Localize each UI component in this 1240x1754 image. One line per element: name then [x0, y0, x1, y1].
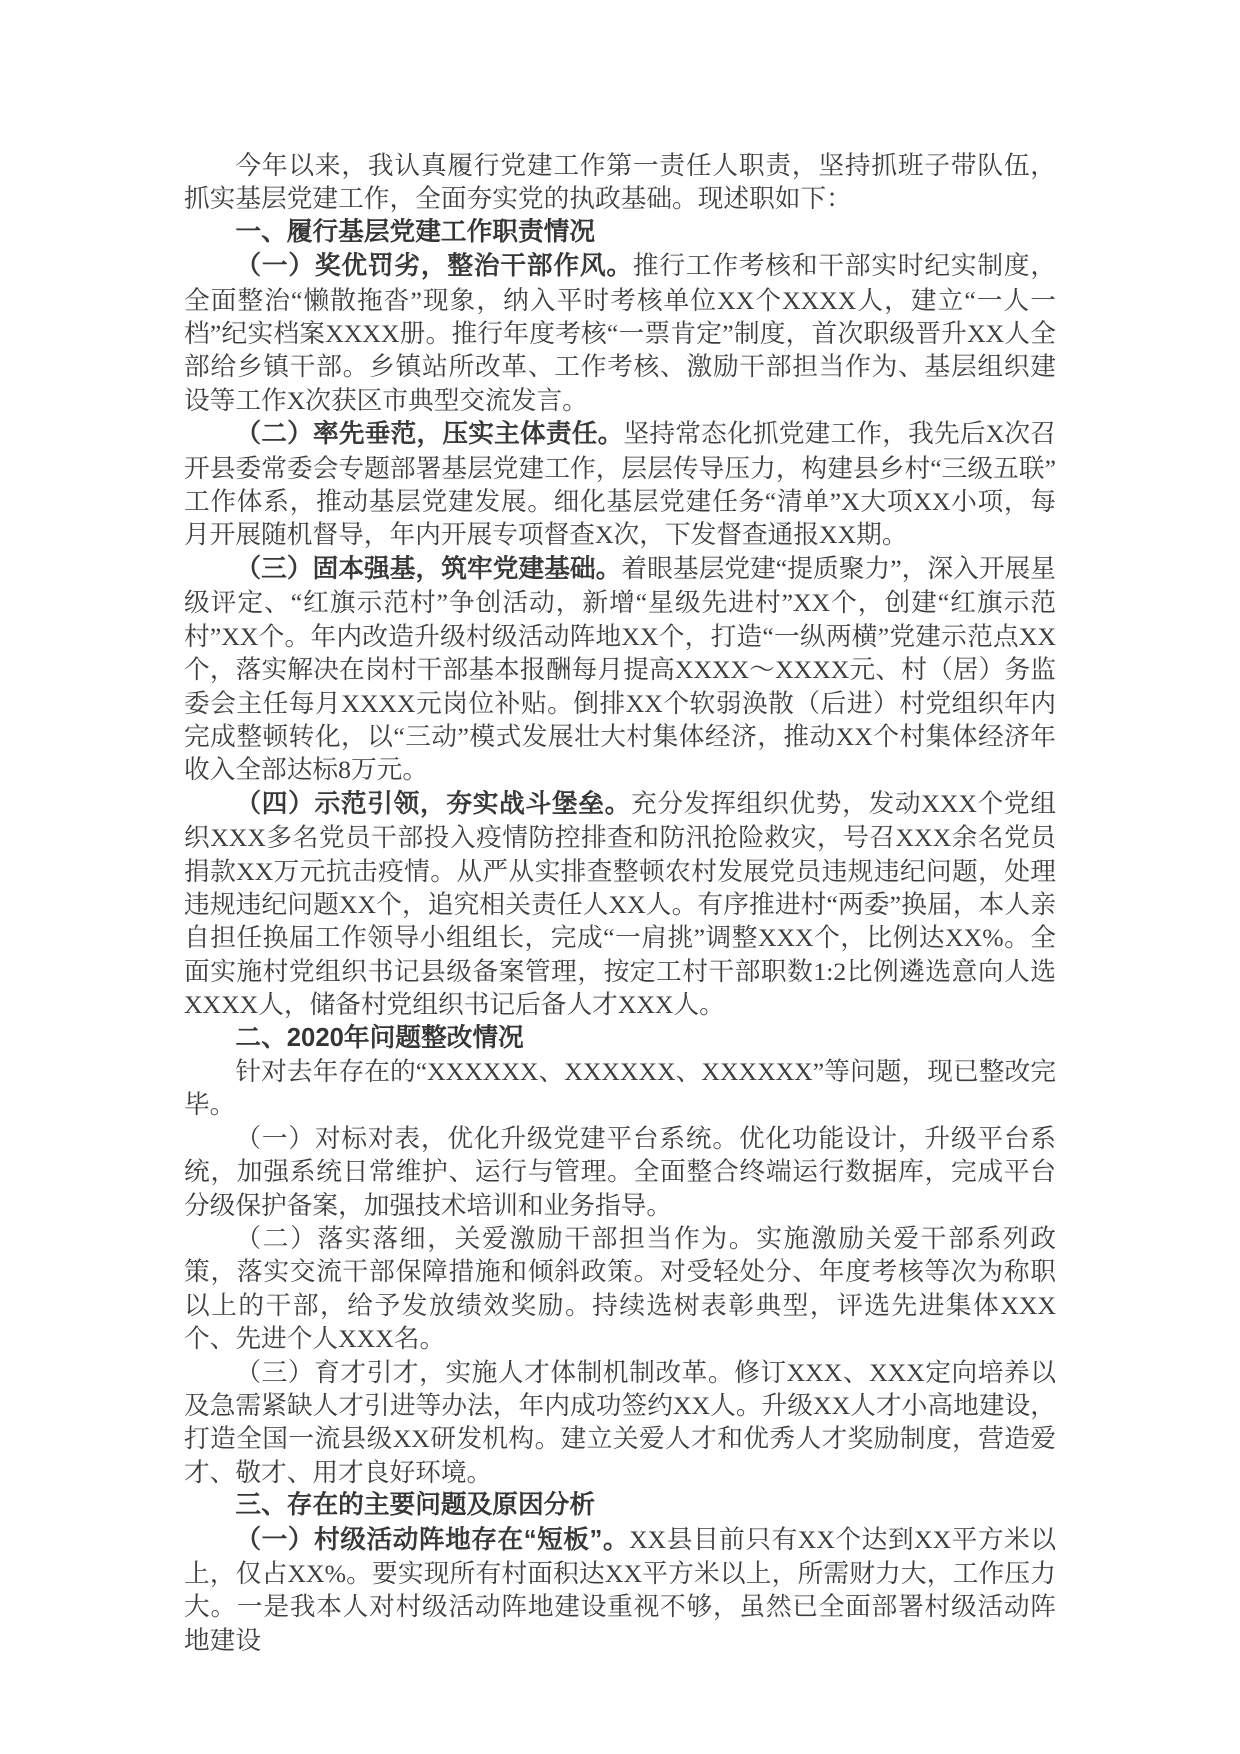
paragraph-text: （二）落实落细，关爱激励干部担当作为。实施激励关爱干部系列政策，落实交流干部保障措施和倾斜政策。对受轻处分、年度考核等次为称职以上的干部，给予发放绩效奖励。持续选树表彰典型，评选先进集体XXX个、先进个人XXX名。: [184, 1224, 1056, 1354]
paragraph-lead: （三）固本强基，筑牢党建基础。: [235, 554, 622, 583]
paragraph-lead: （一）村级活动阵地存在“短板”。: [235, 1525, 630, 1554]
heading-text: 一、履行基层党建工作职责情况: [235, 217, 596, 246]
paragraph: [184, 1122, 1056, 1222]
paragraph-lead: （一）奖优罚劣，整治干部作风。: [235, 252, 633, 281]
paragraph-text: （一）对标对表，优化升级党建平台系统。优化功能设计，升级平台系统，加强系统日常维护、运行与管理。全面整合终端运行数据库，完成平台分级保护备案，加强技术培训和业务指导。: [184, 1123, 1056, 1220]
heading-text: 二、2020年问题整改情况: [235, 1023, 524, 1052]
paragraph: [184, 1222, 1056, 1356]
paragraph-text: XX县目前只有XX个达到XX平方米以上，仅占XX%。要实现所有村面积达XX平方米以上，所需财力大，工作压力大。一是我本人对村级活动阵地建设重视不够，虽然已全面部署村级活动阵地建设: [184, 1524, 1057, 1655]
paragraph-lead: （四）示范引领，夯实战斗堡垒。: [235, 789, 632, 818]
paragraph-text: 着眼基层党建“提质聚力”，深入开展星级评定、“红旗示范村”争创活动，新增“星级先进村”XX个，创建“红旗示范村”XX个。年内改造升级村级活动阵地XX个，打造“一纵两横”党建示范点XX个，落实解决在岗村干部基本报酬每月提高XXXX～XXXX元、村（居）务监委会主任每月XXXX元岗位补贴。倒排XX个软弱涣散（后进）村党组织年内完成整顿转化，以“三动”模式发展壮大村集体经济，推动XX个村集体经济年收入全部达标8万元。: [184, 553, 1056, 785]
paragraph: [184, 552, 1056, 787]
section-heading-1: [184, 216, 1056, 249]
paragraph: [184, 417, 1056, 552]
heading-text: 三、存在的主要问题及原因分析: [235, 1491, 596, 1520]
paragraph-lead: （二）率先垂范，压实主体责任。: [235, 420, 624, 449]
paragraph-text: 推行工作考核和干部实时纪实制度，全面整治“懒散拖沓”现象，纳入平时考核单位XX个XXXX人，建立“一人一档”纪实档案XXXX册。推行年度考核“一票肯定”制度，首次职级晋升XX人全部给乡镇干部。乡镇站所改革、工作考核、激励干部担当作为、基层组织建设等工作X次获区市典型交流发言。: [184, 251, 1057, 415]
paragraph-text: 充分发挥组织优势，发动XXX个党组织XXX多名党员干部投入疫情防控排查和防汛抢险救灾，号召XXX余名党员捐款XX万元抗击疫情。从严从实排查整顿农村发展党员违规违纪问题，处理违规违纪问题XX个，追究相关责任人XX人。有序推进村“两委”换届，本人亲自担任换届工作领导小组组长，完成“一肩挑”调整XXX个，比例达XX%。全面实施村党组织书记县级备案管理，按定工村干部职数1:2比例遴选意向人选XXXX人，储备村党组织书记后备人才XXX人。: [184, 788, 1057, 1020]
paragraph-text: （三）育才引才，实施人才体制机制改革。修订XXX、XXX定向培养以及急需紧缺人才引进等办法，年内成功签约XX人。升级XX人才小高地建设，打造全国一流县级XX研发机构。建立关爱人才和优秀人才奖励制度，营造爱才、敬才、用才良好环境。: [184, 1357, 1056, 1487]
document-content: [184, 0, 1056, 1657]
paragraph: [184, 787, 1056, 1022]
paragraph: [184, 1055, 1056, 1122]
paragraph: [184, 1356, 1056, 1490]
paragraph-text: 今年以来，我认真履行党建工作第一责任人职责，坚持抓班子带队伍，抓实基层党建工作，全面夯实党的执政基础。现述职如下：: [184, 151, 1056, 214]
section-heading-2: [184, 1022, 1056, 1055]
paragraph-text: 坚持常态化抓党建工作，我先后X次召开县委常委会专题部署基层党建工作，层层传导压力，构建县乡村“三级五联”工作体系，推动基层党建发展。细化基层党建任务“清单”X大项XX小项，每月开展随机督导，年内开展专项督查X次，下发督查通报XX期。: [184, 419, 1056, 550]
paragraph: [184, 1523, 1056, 1658]
intro-paragraph: [184, 149, 1056, 216]
paragraph-text: 针对去年存在的“XXXXXX、XXXXXX、XXXXXX”等问题，现已整改完毕。: [184, 1056, 1056, 1120]
section-heading-3: [184, 1489, 1056, 1522]
paragraph: [184, 249, 1056, 417]
